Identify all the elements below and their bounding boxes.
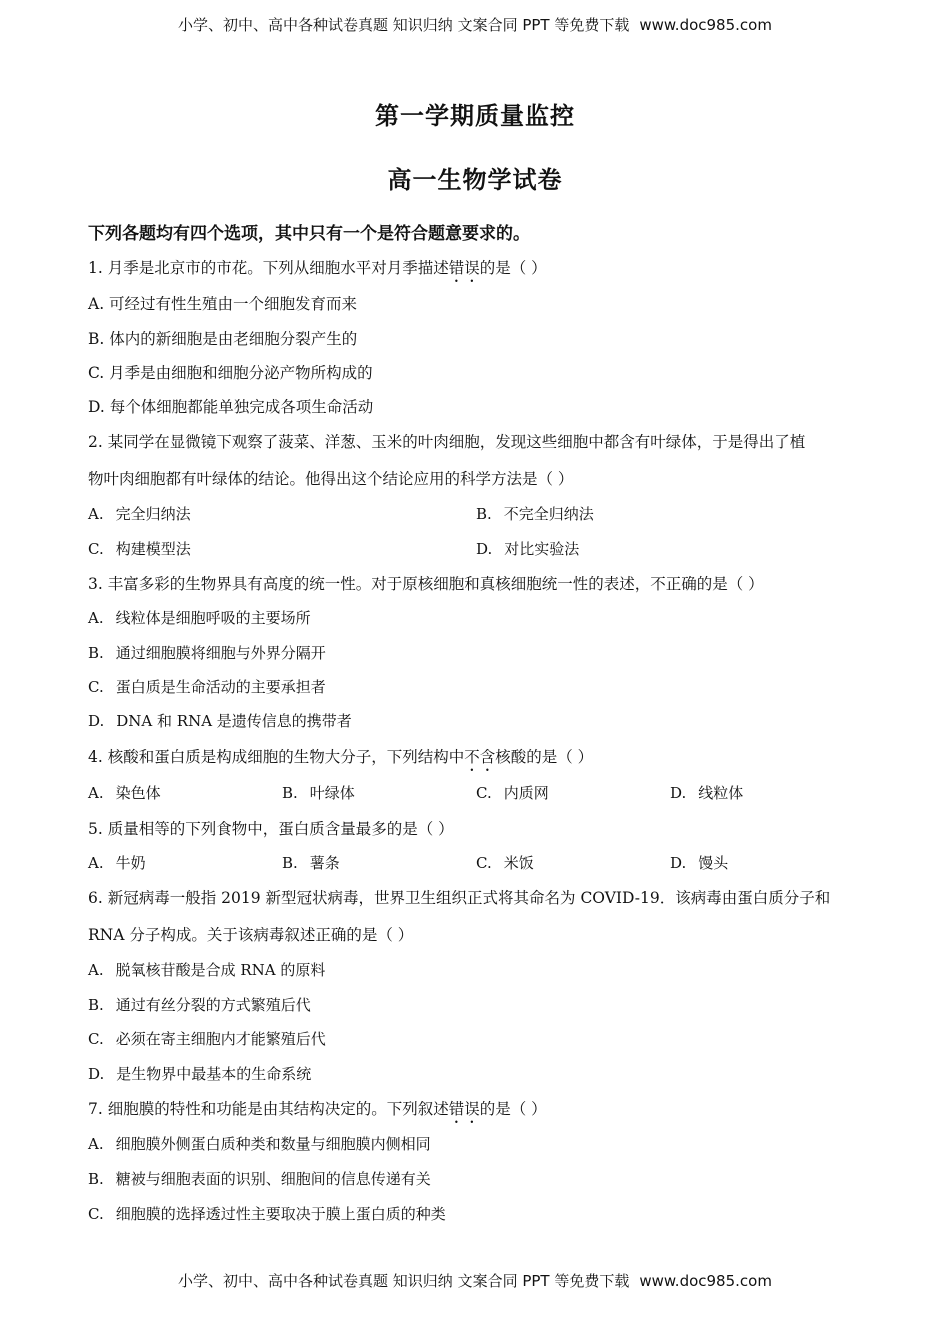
q1-stem-pre: 1. 月季是北京市的市花。下列从细胞水平对月季描述: [88, 259, 449, 277]
q3-option-a: [88, 607, 311, 628]
q2-option-d: [476, 538, 579, 559]
q4-option-a-letter: A.: [88, 784, 104, 802]
q2-option-c-letter: C.: [88, 540, 104, 558]
q6-option-d: [88, 1063, 311, 1084]
q1-option-b: B. 体内的新细胞是由老细胞分裂产生的: [88, 330, 358, 348]
question-7-stem: [88, 1097, 547, 1127]
q7-stem-emphasis: 错误: [448, 1100, 480, 1118]
q6-option-a-text: 脱氧核苷酸是合成 RNA 的原料: [115, 961, 326, 979]
page-header: [0, 14, 950, 35]
q5-option-a-text: 牛奶: [115, 854, 146, 872]
q5-option-c: [476, 852, 534, 873]
instruction: 下列各题均有四个选项，其中只有一个是符合题意要求的。: [88, 224, 530, 244]
q7-option-b-letter: B.: [88, 1170, 104, 1188]
q1-option-c: C. 月季是由细胞和细胞分泌产物所构成的: [88, 364, 373, 382]
q4-option-d-text: 线粒体: [698, 784, 744, 802]
q5-option-b-text: 薯条: [309, 854, 340, 872]
q4-option-b: [282, 782, 355, 803]
q6-option-d-text: 是生物界中最基本的生命系统: [116, 1065, 312, 1083]
q4-option-a: [88, 782, 161, 803]
q3-option-d-letter: D.: [88, 712, 105, 730]
q4-option-a-text: 染色体: [115, 784, 161, 802]
footer-text: 小学、初中、高中各种试卷真题 知识归纳 文案合同 PPT 等免费下载: [178, 1272, 630, 1290]
q2-option-b-letter: B.: [476, 505, 492, 523]
q5-option-d-letter: D.: [670, 854, 687, 872]
question-6-stem-line1: 6. 新冠病毒一般指 2019 新型冠状病毒，世界卫生组织正式将其命名为 COVID-19．该病毒由蛋白质分子和: [88, 889, 831, 907]
q3-option-c-letter: C.: [88, 678, 104, 696]
q6-option-a: [88, 959, 325, 980]
q2-option-c-text: 构建模型法: [115, 540, 191, 558]
header-text: 小学、初中、高中各种试卷真题 知识归纳 文案合同 PPT 等免费下载: [178, 16, 630, 34]
q2-option-b-text: 不完全归纳法: [503, 505, 594, 523]
q3-option-d: [88, 710, 352, 731]
q7-option-b-text: 糖被与细胞表面的识别、细胞间的信息传递有关: [115, 1170, 431, 1188]
question-3-stem: 3. 丰富多彩的生物界具有高度的统一性。对于原核细胞和真核细胞统一性的表述，不正确的是（ ）: [88, 575, 764, 593]
q2-option-a-text: 完全归纳法: [115, 505, 191, 523]
q6-option-c: [88, 1028, 326, 1049]
question-1-stem: [88, 256, 547, 286]
q3-option-c-text: 蛋白质是生命活动的主要承担者: [115, 678, 326, 696]
q4-option-b-letter: B.: [282, 784, 298, 802]
q7-option-c-letter: C.: [88, 1205, 104, 1223]
header-site-link[interactable]: www.doc985.com: [639, 16, 772, 34]
exam-subtitle: 高一生物学试卷: [387, 165, 563, 194]
q6-option-c-letter: C.: [88, 1030, 104, 1048]
q2-option-c: [88, 538, 191, 559]
q5-option-c-letter: C.: [476, 854, 492, 872]
q6-option-b: [88, 994, 311, 1015]
q7-stem-pre: 7. 细胞膜的特性和功能是由其结构决定的。下列叙述: [88, 1100, 449, 1118]
q3-option-b: [88, 642, 326, 663]
q4-option-d: [670, 782, 743, 803]
question-2-stem-line1: 2. 某同学在显微镜下观察了菠菜、洋葱、玉米的叶肉细胞，发现这些细胞中都含有叶绿体，于是得出了植: [88, 433, 806, 451]
q3-option-d-text: DNA 和 RNA 是遗传信息的携带者: [116, 712, 352, 730]
q7-option-a-letter: A.: [88, 1135, 104, 1153]
q2-option-b: [476, 503, 594, 524]
question-2-stem-line2: 物叶肉细胞都有叶绿体的结论。他得出这个结论应用的科学方法是（ ）: [88, 470, 574, 488]
q5-option-d: [670, 852, 728, 873]
q4-option-c: [476, 782, 549, 803]
q7-option-c: [88, 1203, 446, 1224]
q3-option-a-text: 线粒体是细胞呼吸的主要场所: [115, 609, 311, 627]
q1-stem-emphasis: 错误: [448, 259, 480, 277]
q5-option-b-letter: B.: [282, 854, 298, 872]
q3-option-b-letter: B.: [88, 644, 104, 662]
q7-stem-post: 的是（ ）: [479, 1100, 547, 1118]
q6-option-a-letter: A.: [88, 961, 104, 979]
q2-option-a-letter: A.: [88, 505, 104, 523]
question-6-stem-line2: RNA 分子构成。关于该病毒叙述正确的是（ ）: [88, 926, 414, 944]
page-footer: [0, 1270, 950, 1291]
q1-option-d: D. 每个体细胞都能单独完成各项生命活动: [88, 398, 374, 416]
q7-option-c-text: 细胞膜的选择透过性主要取决于膜上蛋白质的种类: [115, 1205, 446, 1223]
q5-option-c-text: 米饭: [503, 854, 534, 872]
q5-option-a: [88, 852, 146, 873]
q4-option-c-letter: C.: [476, 784, 492, 802]
q2-option-d-letter: D.: [476, 540, 493, 558]
q6-option-d-letter: D.: [88, 1065, 105, 1083]
q2-option-a: [88, 503, 191, 524]
q7-option-a: [88, 1133, 431, 1154]
q1-stem-post: 的是（ ）: [479, 259, 547, 277]
q6-option-b-text: 通过有丝分裂的方式繁殖后代: [115, 996, 311, 1014]
q2-option-d-text: 对比实验法: [504, 540, 580, 558]
q3-option-a-letter: A.: [88, 609, 104, 627]
exam-title: 第一学期质量监控: [375, 101, 575, 130]
q5-option-b: [282, 852, 340, 873]
question-4-stem: [88, 745, 593, 775]
question-5-stem: 5. 质量相等的下列食物中，蛋白质含量最多的是（ ）: [88, 820, 454, 838]
q6-option-b-letter: B.: [88, 996, 104, 1014]
q5-option-a-letter: A.: [88, 854, 104, 872]
footer-site-link[interactable]: www.doc985.com: [639, 1272, 772, 1290]
q7-option-a-text: 细胞膜外侧蛋白质种类和数量与细胞膜内侧相同: [115, 1135, 431, 1153]
q4-option-c-text: 内质网: [503, 784, 549, 802]
q1-option-a: A. 可经过有性生殖由一个细胞发育而来: [88, 295, 358, 313]
q3-option-c: [88, 676, 326, 697]
q5-option-d-text: 馒头: [698, 854, 729, 872]
q4-stem-pre: 4. 核酸和蛋白质是构成细胞的生物大分子，下列结构中: [88, 748, 465, 766]
q4-option-b-text: 叶绿体: [309, 784, 355, 802]
q4-option-d-letter: D.: [670, 784, 687, 802]
q4-stem-post: 核酸的是（ ）: [495, 748, 594, 766]
q4-stem-emphasis: 不含: [464, 748, 496, 766]
q7-option-b: [88, 1168, 431, 1189]
q3-option-b-text: 通过细胞膜将细胞与外界分隔开: [115, 644, 326, 662]
q6-option-c-text: 必须在寄主细胞内才能繁殖后代: [115, 1030, 326, 1048]
